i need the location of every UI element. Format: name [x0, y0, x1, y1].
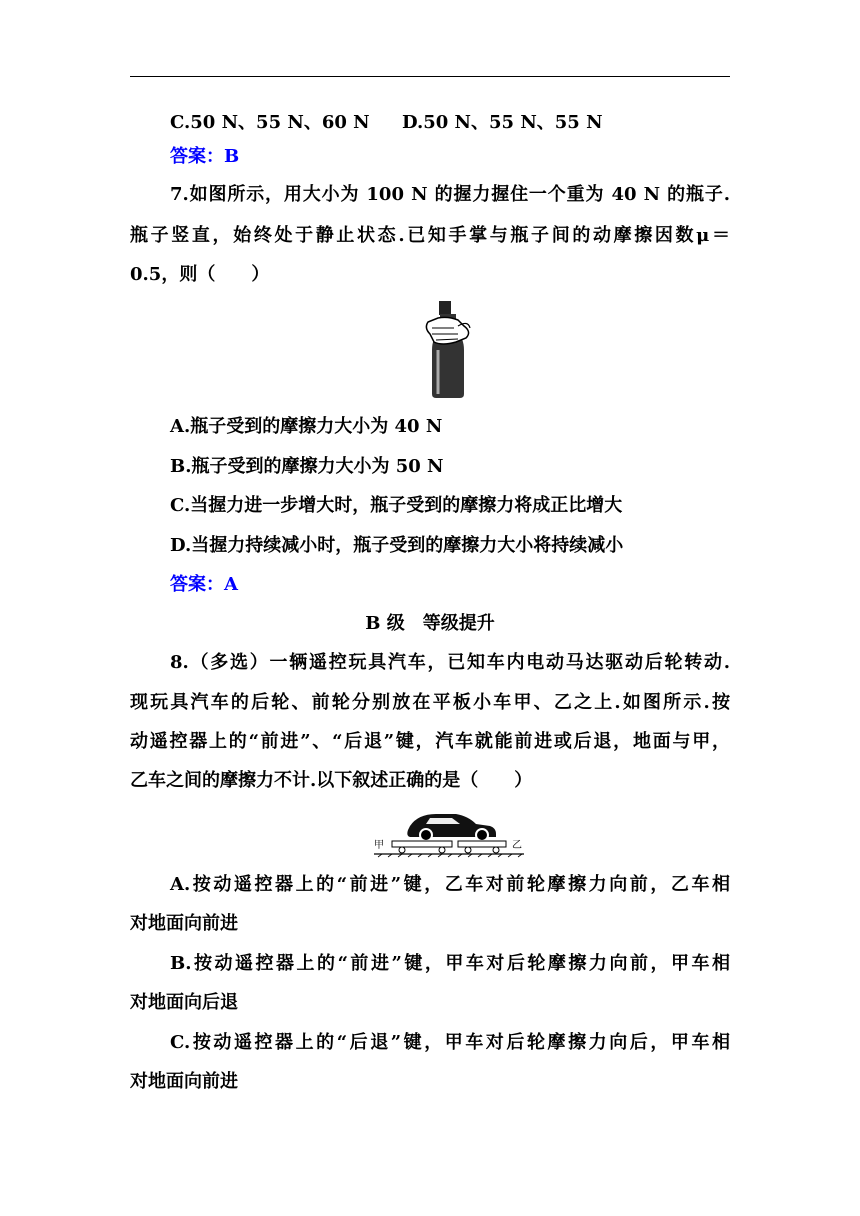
q8-option-c-line2: 对地面向前进	[130, 1071, 238, 1092]
q8-stem-line1: 8.（多选）一辆遥控玩具汽车，已知车内电动马达驱动后轮转动.	[170, 652, 730, 673]
cart-label-yi: 乙	[512, 840, 522, 851]
q8-option-c-line1: C.按动遥控器上的“后退”键，甲车对后轮摩擦力向后，甲车相	[170, 1032, 730, 1053]
q8-option-a-line1: A.按动遥控器上的“前进”键，乙车对前轮摩擦力向前，乙车相	[170, 874, 730, 895]
q7-stem-line2: 瓶子竖直，始终处于静止状态.已知手掌与瓶子间的动摩擦因数μ＝	[130, 225, 730, 246]
q7-answer: 答案：A	[170, 574, 238, 595]
cart-label-jia: 甲	[374, 840, 384, 851]
option-c-prev: C.50 N、55 N、60 N	[170, 112, 370, 133]
q8-stem-line2: 现玩具汽车的后轮、前轮分别放在平板小车甲、乙之上.如图所示.按	[130, 692, 730, 713]
q8-option-b-line1: B.按动遥控器上的“前进”键，甲车对后轮摩擦力向前，甲车相	[170, 953, 730, 974]
q8-option-b-line2: 对地面向后退	[130, 992, 238, 1013]
toy-car-figure	[372, 806, 528, 858]
q7-stem-line3: 0.5，则（ ）	[130, 264, 270, 285]
q7-option-d: D.当握力持续减小时，瓶子受到的摩擦力大小将持续减小	[170, 535, 624, 556]
header-rule	[130, 76, 730, 77]
q8-stem-line4: 乙车之间的摩擦力不计.以下叙述正确的是（ ）	[130, 770, 533, 791]
q7-option-a: A.瓶子受到的摩擦力大小为 40 N	[170, 416, 443, 437]
q7-stem-line1: 7.如图所示，用大小为 100 N 的握力握住一个重为 40 N 的瓶子.	[170, 184, 730, 205]
bottle-hand-figure	[418, 298, 476, 400]
q6-answer: 答案：B	[170, 146, 240, 167]
q7-option-b: B.瓶子受到的摩擦力大小为 50 N	[170, 456, 444, 477]
q8-option-a-line2: 对地面向前进	[130, 913, 238, 934]
section-title: B 级 等级提升	[365, 613, 495, 634]
q8-stem-line3: 动遥控器上的“前进”、“后退”键，汽车就能前进或后退，地面与甲，	[130, 731, 730, 752]
q7-option-c: C.当握力进一步增大时，瓶子受到的摩擦力将成正比增大	[170, 495, 623, 516]
option-d-prev: D.50 N、55 N、55 N	[402, 112, 603, 133]
